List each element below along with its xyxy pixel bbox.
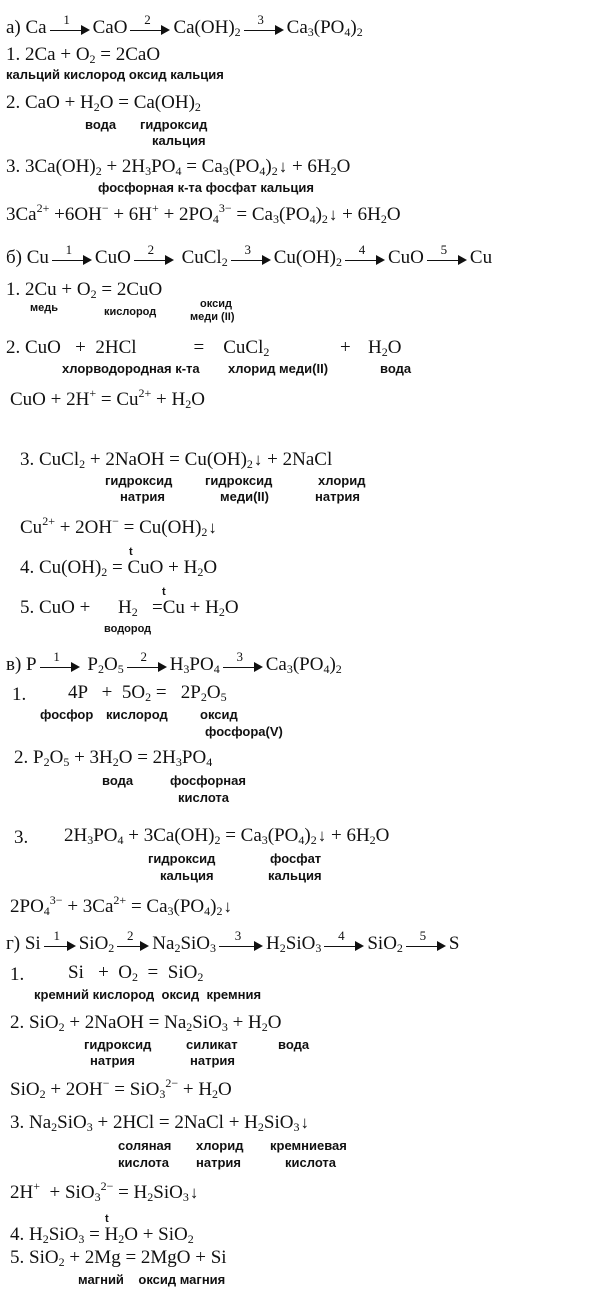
label-a1: кальций кислород оксид кальция (6, 67, 224, 82)
scheme-v: в) P 1 $P_2O_5$ 2 $H_3PO_4$ 3 $Ca_3(PO_4)_2$ (6, 648, 342, 676)
reaction-v3-num: 3. (14, 827, 29, 848)
ionic-g2: $SiO_2 + 2OH^- = SiO_3^{2-} + H_2O$ (10, 1076, 232, 1101)
reaction-a2: 2. CaO + $H_2O = Ca(OH)_2$ (6, 92, 201, 114)
label-h3po4b: кислота (178, 790, 230, 805)
label-silicate: силикат (186, 1037, 238, 1052)
reaction-b5: 5. CuO + (20, 597, 91, 618)
reaction-b2-water: $H_2O$ (368, 337, 402, 359)
label-ca3po4: фосфат (270, 851, 322, 866)
precipitate-arrow-icon: ↓ (208, 518, 217, 537)
label-hcl: хлорводородная к-та (62, 361, 200, 376)
label-naoh2: натрия (120, 489, 165, 504)
precipitate-arrow-icon: ↓ (300, 1113, 309, 1132)
reaction-g2: 2. SiO$_2$ + 2NaOH = $Na_2SiO_3 + H_2O$ (10, 1012, 282, 1034)
label-cuoh2: меди(II) (220, 489, 269, 504)
reaction-b2: 2. CuO + 2HCl = CuCl$_2$ (6, 337, 270, 359)
precipitate-arrow-icon: ↓ (223, 897, 232, 916)
reaction-a3: 3. $3Ca(OH)_2 + 2H_3PO_4$ = $Ca_3(PO_4)_2↓ + 6H_2O$ (6, 156, 351, 178)
label-p2o5b: фосфора(V) (205, 724, 283, 739)
precipitate-arrow-icon: ↓ (317, 826, 327, 845)
reaction-v1-num: 1. (12, 684, 27, 705)
reaction-b5-h: $H_2$ (118, 597, 138, 619)
heat-mark: t (162, 586, 166, 598)
label-naoh-g2: натрия (90, 1053, 135, 1068)
reaction-a1: 1. $2Ca + O_2 = 2CaO$ (6, 44, 161, 66)
label-oxide: оксид (200, 298, 232, 310)
arrow-icon: 4 (345, 252, 385, 266)
scheme-b: б) Cu 1 CuO 2 CuCl$_2$ 3 $Cu(OH)_2$ 4 CuO 5 Cu (6, 241, 493, 269)
label-calcium: кальция (152, 133, 206, 148)
label-water-v2: вода (102, 773, 134, 788)
arrow-icon: 4 (324, 938, 364, 952)
arrow-icon: 3 (231, 252, 271, 266)
label-caoh2: гидроксид (148, 851, 216, 866)
label-p2o5: оксид (200, 707, 238, 722)
label-hydroxide: гидроксид (140, 117, 208, 132)
label-cuoh: гидроксид (205, 473, 273, 488)
arrow-icon: 2 (127, 659, 167, 673)
ionic-b2: CuO + $2H^+ = Cu^{2+} + H_2O$ (10, 386, 205, 411)
heat-mark: t (129, 546, 133, 558)
text: а) Ca (6, 17, 47, 38)
label-caoh2b: кальция (160, 868, 214, 883)
label-h3po4: фосфорная (170, 773, 246, 788)
arrow-icon: 2 (134, 252, 174, 266)
reaction-g1-num: 1. (10, 964, 25, 985)
precipitate-arrow-icon: ↓ (328, 205, 338, 224)
label-naoh: гидроксид (105, 473, 173, 488)
scheme-a: а) Ca 1 CaO 2 $Ca(OH)_2$ 3 $Ca_3(PO_4)_2$ (6, 11, 363, 39)
label-cucl2: хлорид меди(II) (228, 361, 329, 376)
precipitate-arrow-icon: ↓ (189, 1183, 199, 1202)
label-hydrogen: водород (104, 623, 152, 635)
label-nacl2: натрия (315, 489, 360, 504)
reaction-v2: 2. $P_2O_5 + 3H_2O = 2H_3PO_4$ (14, 747, 213, 769)
reaction-b5-tail: $=Cu + H_2O$ (152, 597, 239, 619)
arrow-icon: 2 (117, 938, 149, 952)
label-g5: магний оксид магния (78, 1272, 226, 1287)
ionic-a3: $3Ca^{2+} +6OH^- + 6H^+ + 2PO_4^{3-}$ = $Ca_3(PO_4)_2↓ + 6H_2O$ (6, 201, 401, 226)
arrow-icon: 1 (50, 22, 90, 36)
arrow-icon: 1 (52, 252, 92, 266)
arrow-icon: 1 (44, 938, 76, 952)
label-silicate2: натрия (190, 1053, 235, 1068)
reaction-g1: $Si + O_2 = SiO_2$ (68, 962, 204, 984)
label-ca3po4b: кальция (268, 868, 322, 883)
label-a3: фосфорная к-та фосфат кальция (98, 180, 314, 195)
label-nacl: хлорид (318, 473, 366, 488)
reaction-g3: 3. $Na_2SiO_3 + 2HCl$ = 2NaCl + $H_2SiO_3↓$ (10, 1112, 309, 1134)
arrow-icon: 3 (219, 938, 263, 952)
label-hcl-g: соляная (118, 1138, 172, 1153)
arrow-icon: 5 (406, 938, 446, 952)
label-nacl-g: хлорид (196, 1138, 244, 1153)
label-water: вода (85, 117, 117, 132)
ionic-v3: $2PO_4^{3-} + 3Ca^{2+}$ = $Ca_3(PO_4)_2↓$ (10, 893, 232, 918)
arrow-icon: 1 (40, 659, 80, 673)
precipitate-arrow-icon: ↓ (278, 157, 288, 176)
scheme-g: г) Si 1 SiO$_2$ 2 $Na_2SiO_3$ 3 $H_2SiO_3$ 4 SiO$_2$ 5 S (6, 927, 460, 955)
label-water-g2: вода (278, 1037, 310, 1052)
reaction-v3: $2H_3PO_4 + 3Ca(OH)_2$ = $Ca_3(PO_4)_2↓ + 6H_2O$ (64, 825, 390, 847)
ionic-b3: $Cu^{2+} + 2OH^-$ = $Cu(OH)_2↓$ (20, 514, 217, 539)
label-g1: кремний кислород оксид кремния (34, 987, 262, 1002)
label-naoh-g: гидроксид (84, 1037, 152, 1052)
reaction-b3: 3. CuCl$_2$ + 2NaOH = $Cu(OH)_2↓$ + 2NaCl (20, 449, 333, 471)
arrow-icon: 5 (427, 252, 467, 266)
label-phosphorus: фосфор (40, 707, 94, 722)
arrow-icon: 3 (244, 22, 284, 36)
heat-mark: t (105, 1213, 109, 1225)
reaction-b2-plus: + (340, 337, 351, 358)
label-oxygen: кислород (104, 306, 157, 318)
arrow-icon: 2 (130, 22, 170, 36)
reaction-v1: $4P + 5O_2 = 2P_2O_5$ (68, 682, 227, 704)
label-h2sio3: кремниевая (270, 1138, 347, 1153)
label-oxygen-v: кислород (106, 707, 168, 722)
reaction-b4: 4. $Cu(OH)_2$ = CuO + $H_2O$ (20, 557, 218, 579)
label-water-b2: вода (380, 361, 412, 376)
ionic-g3: $2H^+ + SiO_3^{2-} = H_2SiO_3↓$ (10, 1179, 199, 1204)
label-hcl-g2: кислота (118, 1155, 170, 1170)
label-nacl-g2: натрия (196, 1155, 241, 1170)
label-copper: медь (30, 302, 58, 314)
label-h2sio3b: кислота (285, 1155, 337, 1170)
reaction-g4: 4. $H_2SiO_3 = H_2O + SiO_2$ (10, 1224, 194, 1246)
precipitate-arrow-icon: ↓ (253, 450, 263, 469)
arrow-icon: 3 (223, 659, 263, 673)
reaction-b1: 1. $2Cu + O_2 = 2CuO$ (6, 279, 163, 301)
reaction-g5: 5. SiO$_2$ + 2Mg = 2MgO + Si (10, 1247, 227, 1269)
label-oxide2: меди (II) (190, 311, 235, 323)
